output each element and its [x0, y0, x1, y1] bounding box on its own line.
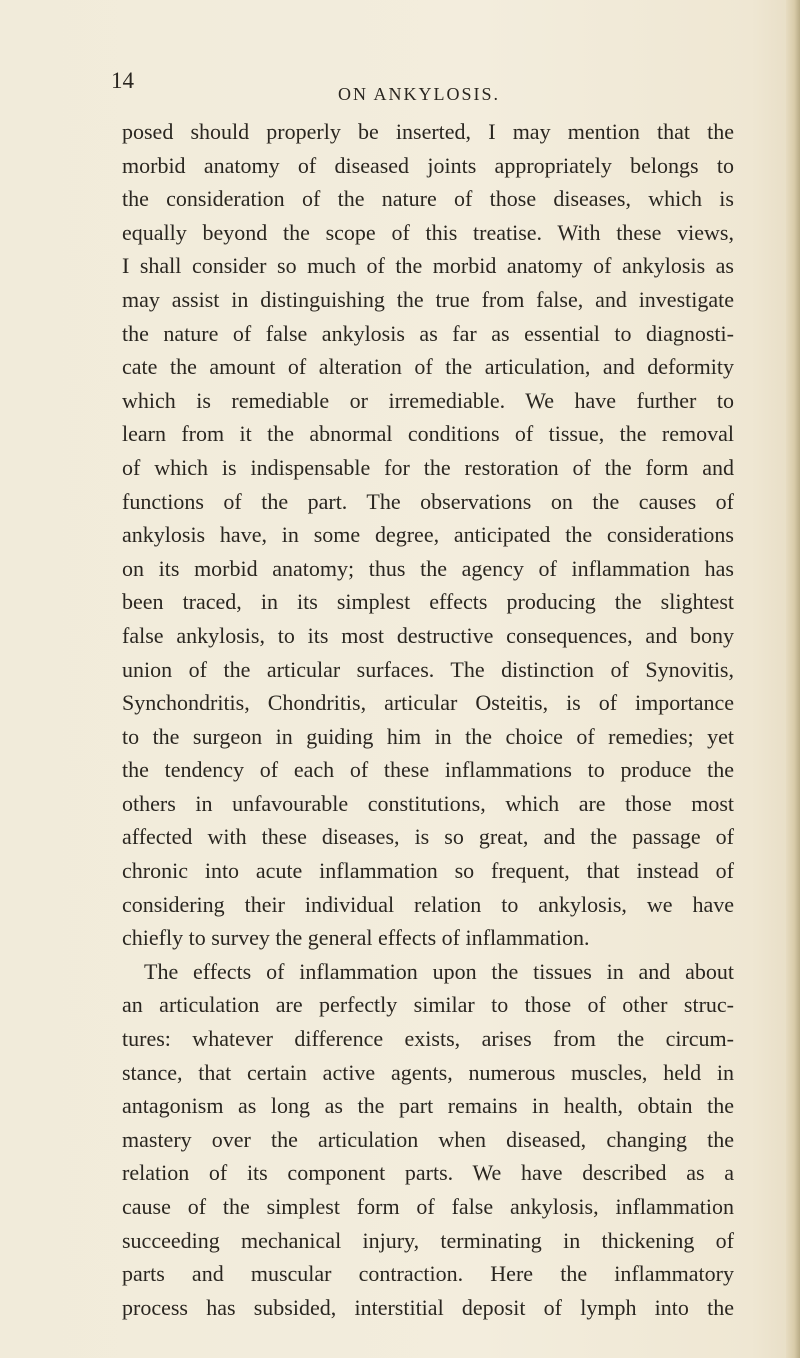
- text-line: learn from it the abnormal conditions of tissue, the removal: [122, 421, 734, 447]
- text-line: been traced, in its simplest effects producing the slightest: [122, 589, 734, 615]
- text-line: cate the amount of alteration of the articulation, and deformity: [122, 354, 734, 380]
- text-line: posed should properly be inserted, I may mention that the: [122, 119, 734, 144]
- text-line: The effects of inflammation upon the tissues in and about: [144, 958, 734, 984]
- text-line: antagonism as long as the part remains in health, obtain the: [122, 1093, 734, 1119]
- text-line: succeeding mechanical injury, terminating in thickening of: [122, 1227, 734, 1253]
- text-line: false ankylosis, to its most destructive consequences, and bony: [122, 622, 734, 648]
- text-line: of which is indispensable for the restoration of the form and: [122, 454, 734, 480]
- text-line: stance, that certain active agents, numerous muscles, held in: [122, 1059, 734, 1085]
- text-line: ankylosis have, in some degree, anticipated the considerations: [122, 522, 734, 548]
- text-line: chronic into acute inflammation so frequent, that instead of: [122, 858, 734, 884]
- text-line: an articulation are perfectly similar to those of other struc-: [122, 992, 734, 1018]
- text-line: I shall consider so much of the morbid anatomy of ankylosis as: [122, 253, 734, 279]
- text-line: which is remediable or irremediable. We have further to: [122, 387, 734, 413]
- page-edge-shadow: [786, 0, 800, 1358]
- text-line: to the surgeon in guiding him in the choice of remedies; yet: [122, 723, 734, 749]
- text-line: functions of the part. The observations on the causes of: [122, 488, 734, 514]
- text-line: may assist in distinguishing the true from false, and investigate: [122, 286, 734, 312]
- text-line: mastery over the articulation when diseased, changing the: [122, 1126, 734, 1152]
- text-line: on its morbid anatomy; thus the agency of inflammation has: [122, 555, 734, 581]
- text-line: tures: whatever difference exists, arises from the circum-: [122, 1026, 734, 1052]
- text-line: morbid anatomy of diseased joints appropriately belongs to: [122, 152, 734, 178]
- text-line: affected with these diseases, is so great, and the passage of: [122, 824, 734, 850]
- text-line: the tendency of each of these inflammations to produce the: [122, 757, 734, 783]
- text-line: process has subsided, interstitial deposit of lymph into the: [122, 1294, 734, 1320]
- text-line: equally beyond the scope of this treatise. With these views,: [122, 219, 734, 245]
- text-line: cause of the simplest form of false ankylosis, inflammation: [122, 1194, 734, 1219]
- text-line: the nature of false ankylosis as far as essential to diagnosti-: [122, 320, 734, 346]
- text-line: parts and muscular contraction. Here the inflammatory: [122, 1261, 734, 1287]
- text-line: relation of its component parts. We have described as a: [122, 1160, 734, 1186]
- text-line: Synchondritis, Chondritis, articular Osteitis, is of importance: [122, 690, 734, 716]
- text-line: considering their individual relation to ankylosis, we have: [122, 891, 734, 917]
- body-text: [122, 115, 734, 1324]
- text-line: the consideration of the nature of those diseases, which is: [122, 186, 734, 212]
- text-line: chiefly to survey the general effects of inflammation.: [122, 925, 590, 951]
- text-line: union of the articular surfaces. The distinction of Synovitis,: [122, 656, 734, 682]
- text-line: others in unfavourable constitutions, which are those most: [122, 790, 734, 816]
- running-title: ON ANKYLOSIS.: [337, 84, 500, 104]
- page-number: 14: [111, 68, 134, 93]
